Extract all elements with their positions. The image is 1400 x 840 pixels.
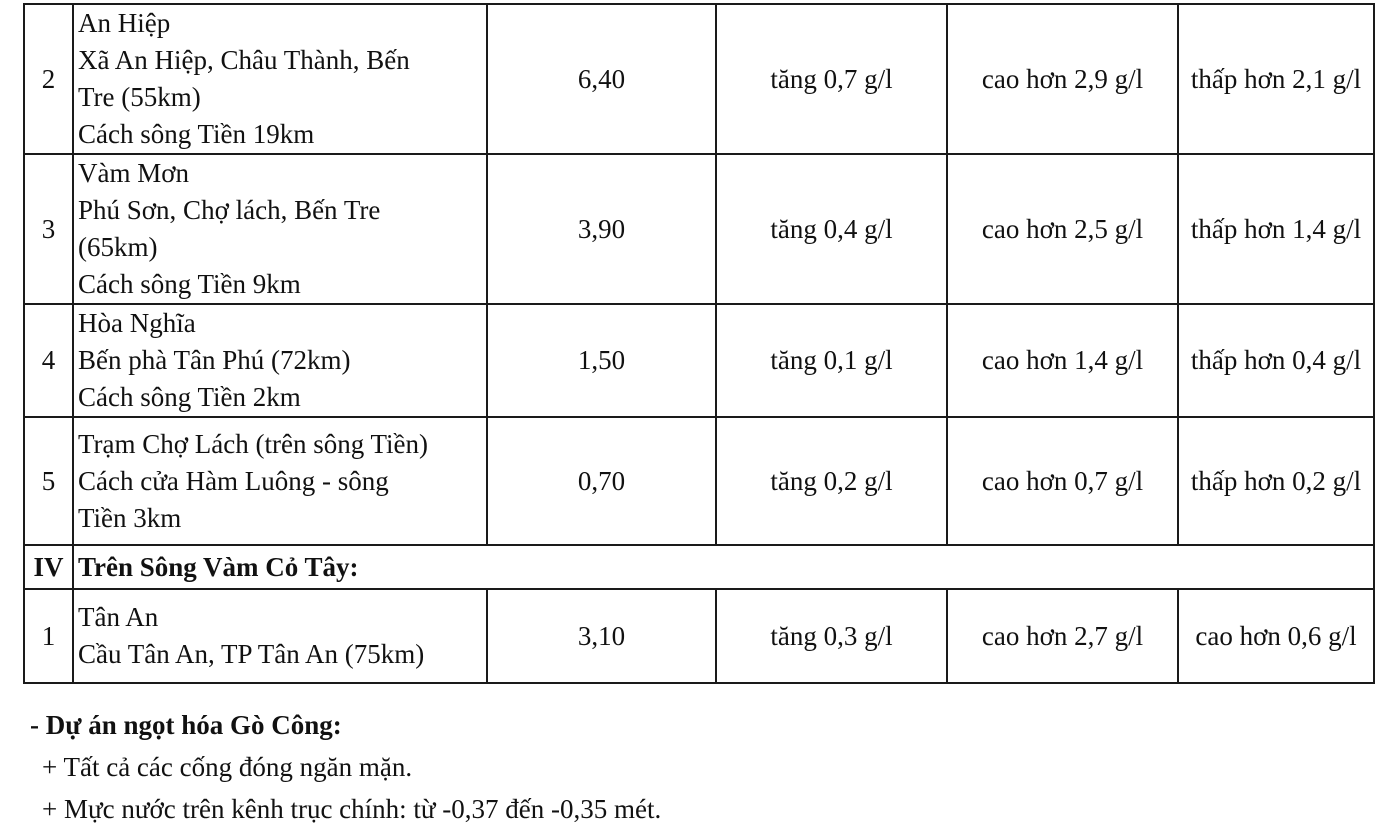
notes-title: - Dự án ngọt hóa Gò Công: <box>30 710 342 740</box>
table-row <box>24 304 1374 417</box>
compare-average: cao hơn 1,4 g/l <box>947 304 1178 417</box>
location-line: Cách sông Tiền 9km <box>78 269 301 299</box>
compare-average: cao hơn 0,7 g/l <box>947 417 1178 545</box>
section-row <box>24 545 1374 589</box>
location-line: Cách sông Tiền 19km <box>78 119 315 149</box>
location-line: Hòa Nghĩa <box>78 308 196 338</box>
compare-peak: thấp hơn 0,4 g/l <box>1178 304 1374 417</box>
location-line: (65km) <box>78 232 158 262</box>
row-number: 2 <box>24 4 73 154</box>
location-line: Cầu Tân An, TP Tân An (75km) <box>78 639 425 669</box>
table-row <box>24 589 1374 683</box>
compare-prev-day: tăng 0,3 g/l <box>716 589 947 683</box>
table-row <box>24 4 1374 154</box>
location-line: Tre (55km) <box>78 82 201 112</box>
compare-peak: thấp hơn 2,1 g/l <box>1178 4 1374 154</box>
location-line: Trạm Chợ Lách (trên sông Tiền) <box>78 428 429 459</box>
location-line: Xã An Hiệp, Châu Thành, Bến <box>78 45 410 75</box>
location-line: Vàm Mơn <box>78 158 190 188</box>
compare-prev-day: tăng 0,2 g/l <box>716 417 947 545</box>
row-number: 3 <box>24 154 73 304</box>
notes-item: + Tất cả các cống đóng ngăn mặn. <box>42 752 413 782</box>
compare-peak: thấp hơn 0,2 g/l <box>1178 417 1374 545</box>
compare-peak: thấp hơn 1,4 g/l <box>1178 154 1374 304</box>
salinity-value: 3,90 <box>487 154 716 304</box>
location-line: Cách cửa Hàm Luông - sông <box>78 465 389 496</box>
section-title: Trên Sông Vàm Cỏ Tây: <box>73 545 1374 589</box>
compare-average: cao hơn 2,5 g/l <box>947 154 1178 304</box>
location-cell <box>73 417 487 545</box>
location-line: Bến phà Tân Phú (72km) <box>78 345 351 375</box>
compare-peak: cao hơn 0,6 g/l <box>1178 589 1374 683</box>
location-cell <box>73 154 487 304</box>
salinity-value: 3,10 <box>487 589 716 683</box>
salinity-value: 1,50 <box>487 304 716 417</box>
salinity-table <box>23 3 1375 684</box>
location-cell <box>73 304 487 417</box>
location-line: An Hiệp <box>78 8 171 38</box>
row-number: 4 <box>24 304 73 417</box>
salinity-value: 0,70 <box>487 417 716 545</box>
location-cell <box>73 4 487 154</box>
row-number: 5 <box>24 417 73 545</box>
compare-average: cao hơn 2,7 g/l <box>947 589 1178 683</box>
compare-average: cao hơn 2,9 g/l <box>947 4 1178 154</box>
compare-prev-day: tăng 0,1 g/l <box>716 304 947 417</box>
location-cell <box>73 589 487 683</box>
table-row <box>24 154 1374 304</box>
salinity-value: 6,40 <box>487 4 716 154</box>
table-row <box>24 417 1374 545</box>
location-line: Phú Sơn, Chợ lách, Bến Tre <box>78 195 381 225</box>
row-number: 1 <box>24 589 73 683</box>
compare-prev-day: tăng 0,7 g/l <box>716 4 947 154</box>
section-number: IV <box>24 545 73 589</box>
location-line: Tiền 3km <box>78 502 182 533</box>
notes-block <box>30 704 1370 830</box>
location-line: Tân An <box>78 602 159 632</box>
notes-item: + Mực nước trên kênh trục chính: từ -0,37 đến -0,35 mét. <box>42 794 662 824</box>
compare-prev-day: tăng 0,4 g/l <box>716 154 947 304</box>
location-line: Cách sông Tiền 2km <box>78 382 301 412</box>
